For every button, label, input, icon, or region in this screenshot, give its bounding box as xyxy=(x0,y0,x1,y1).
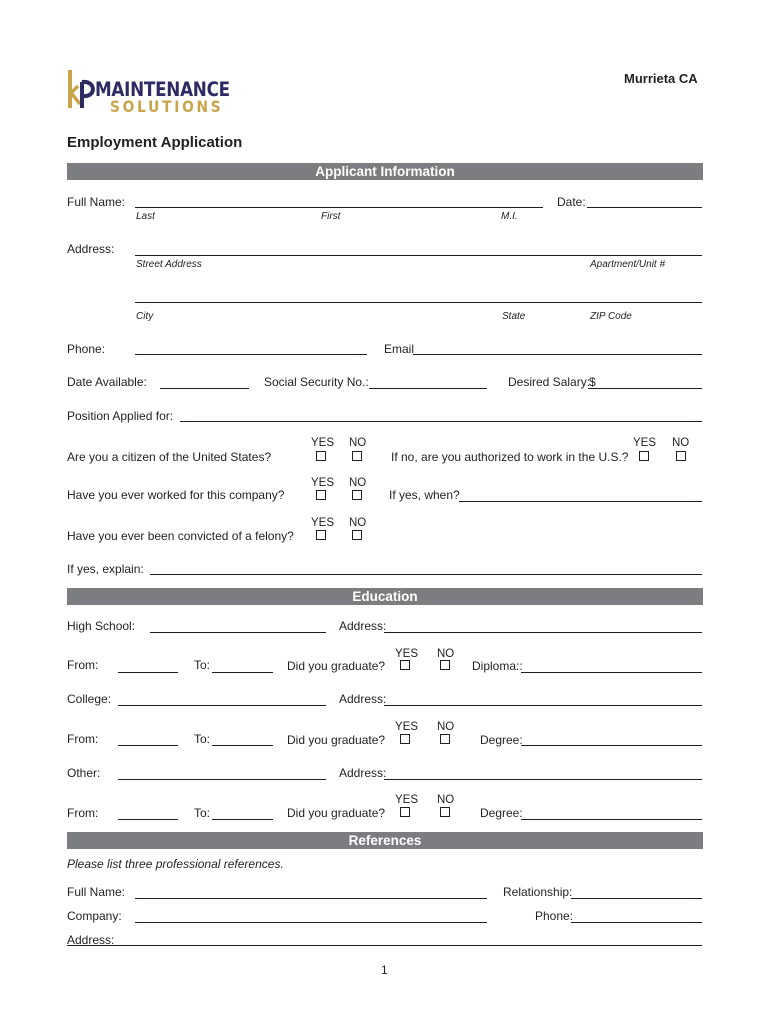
references-instructions: Please list three professional references. xyxy=(67,857,284,871)
ref-phone-field[interactable] xyxy=(571,922,702,923)
citizen-no-label: NO xyxy=(349,437,367,449)
ref-address-field[interactable] xyxy=(67,945,702,946)
zip-sublabel: ZIP Code xyxy=(590,311,632,322)
college-address-label: Address: xyxy=(339,692,387,706)
state-sublabel: State xyxy=(502,311,526,322)
hs-yes-checkbox[interactable] xyxy=(400,660,410,670)
other-to-label: To: xyxy=(194,806,211,820)
college-to-label: To: xyxy=(194,732,211,746)
other-graduate-question: Did you graduate? xyxy=(287,806,386,820)
diploma-label: Diploma:: xyxy=(472,659,523,673)
college-address-field[interactable] xyxy=(384,705,702,706)
full-name-field[interactable] xyxy=(135,207,543,208)
citizen-yes-checkbox[interactable] xyxy=(316,451,326,461)
worked-yes-checkbox[interactable] xyxy=(316,490,326,500)
college-to-field[interactable] xyxy=(212,745,273,746)
hs-no-checkbox[interactable] xyxy=(440,660,450,670)
full-name-label: Full Name: xyxy=(67,195,126,209)
other-degree-field[interactable] xyxy=(521,819,702,820)
college-from-field[interactable] xyxy=(118,745,178,746)
college-no-label: NO xyxy=(437,721,455,733)
logo-main-text: MAINTENANCE xyxy=(95,78,230,101)
section-header-references: References xyxy=(67,832,703,849)
section-header-education: Education xyxy=(67,588,703,605)
felony-yes-label: YES xyxy=(311,517,335,529)
date-label: Date: xyxy=(557,195,586,209)
felony-question: Have you ever been convicted of a felony? xyxy=(67,529,294,543)
ref-address-label: Address: xyxy=(67,933,115,947)
college-degree-field[interactable] xyxy=(521,745,702,746)
salary-field[interactable] xyxy=(588,388,702,389)
hs-no-label: NO xyxy=(437,648,455,660)
citizen-question: Are you a citizen of the United States? xyxy=(67,450,272,464)
other-yes-checkbox[interactable] xyxy=(400,807,410,817)
date-available-label: Date Available: xyxy=(67,375,147,389)
ref-phone-label: Phone: xyxy=(535,909,574,923)
ref-relationship-field[interactable] xyxy=(571,898,702,899)
salary-label: Desired Salary: xyxy=(508,375,591,389)
college-field[interactable] xyxy=(118,705,326,706)
felony-no-label: NO xyxy=(349,517,367,529)
ssn-field[interactable] xyxy=(369,388,487,389)
authorized-no-checkbox[interactable] xyxy=(676,451,686,461)
salary-currency: $ xyxy=(589,375,596,389)
high-school-address-label: Address: xyxy=(339,619,387,633)
page-title: Employment Application xyxy=(67,134,243,151)
other-from-field[interactable] xyxy=(118,819,178,820)
college-label: College: xyxy=(67,692,112,706)
other-no-checkbox[interactable] xyxy=(440,807,450,817)
city-state-zip-field[interactable] xyxy=(135,302,702,303)
ref-company-label: Company: xyxy=(67,909,122,923)
other-degree-label: Degree: xyxy=(480,806,523,820)
other-label: Other: xyxy=(67,766,101,780)
high-school-label: High School: xyxy=(67,619,136,633)
hs-from-label: From: xyxy=(67,658,99,672)
authorized-yes-checkbox[interactable] xyxy=(639,451,649,461)
last-sublabel: Last xyxy=(136,211,155,222)
other-to-field[interactable] xyxy=(212,819,273,820)
street-sublabel: Street Address xyxy=(136,259,202,270)
high-school-address-field[interactable] xyxy=(384,632,702,633)
apt-sublabel: Apartment/Unit # xyxy=(590,259,666,270)
hs-graduate-question: Did you graduate? xyxy=(287,659,386,673)
explain-field[interactable] xyxy=(150,574,702,575)
ref-full-name-label: Full Name: xyxy=(67,885,126,899)
worked-no-label: NO xyxy=(349,477,367,489)
hs-yes-label: YES xyxy=(395,648,419,660)
other-address-label: Address: xyxy=(339,766,387,780)
felony-yes-checkbox[interactable] xyxy=(316,530,326,540)
email-field[interactable] xyxy=(413,354,702,355)
diploma-field[interactable] xyxy=(521,672,702,673)
worked-question: Have you ever worked for this company? xyxy=(67,488,285,502)
explain-label: If yes, explain: xyxy=(67,562,144,576)
email-label: Email xyxy=(384,342,415,356)
position-label: Position Applied for: xyxy=(67,409,174,423)
phone-field[interactable] xyxy=(135,354,367,355)
college-from-label: From: xyxy=(67,732,99,746)
college-yes-label: YES xyxy=(395,721,419,733)
hs-to-label: To: xyxy=(194,658,211,672)
position-field[interactable] xyxy=(180,421,702,422)
worked-no-checkbox[interactable] xyxy=(352,490,362,500)
college-yes-checkbox[interactable] xyxy=(400,734,410,744)
other-yes-label: YES xyxy=(395,794,419,806)
other-from-label: From: xyxy=(67,806,99,820)
address-label: Address: xyxy=(67,242,115,256)
ref-relationship-label: Relationship: xyxy=(503,885,573,899)
ref-company-field[interactable] xyxy=(135,922,487,923)
mi-sublabel: M.I. xyxy=(501,211,518,222)
worked-yes-label: YES xyxy=(311,477,335,489)
citizen-yes-label: YES xyxy=(311,437,335,449)
ref-full-name-field[interactable] xyxy=(135,898,487,899)
authorized-yes-label: YES xyxy=(633,437,657,449)
other-field[interactable] xyxy=(118,779,326,780)
city-sublabel: City xyxy=(136,311,154,322)
if-yes-when-label: If yes, when? xyxy=(389,488,460,502)
hs-from-field[interactable] xyxy=(118,672,178,673)
logo-sub-text: SOLUTIONS xyxy=(110,97,224,116)
street-address-field[interactable] xyxy=(135,255,702,256)
authorized-question: If no, are you authorized to work in the U.S.? xyxy=(391,450,629,464)
citizen-no-checkbox[interactable] xyxy=(352,451,362,461)
authorized-no-label: NO xyxy=(672,437,690,449)
other-no-label: NO xyxy=(437,794,455,806)
felony-no-checkbox[interactable] xyxy=(352,530,362,540)
college-graduate-question: Did you graduate? xyxy=(287,733,386,747)
date-field[interactable] xyxy=(587,207,702,208)
ssn-label: Social Security No.: xyxy=(264,375,369,389)
date-available-field[interactable] xyxy=(160,388,249,389)
phone-label: Phone: xyxy=(67,342,106,356)
college-degree-label: Degree: xyxy=(480,733,523,747)
college-no-checkbox[interactable] xyxy=(440,734,450,744)
first-sublabel: First xyxy=(321,211,341,222)
high-school-field[interactable] xyxy=(150,632,326,633)
section-header-applicant: Applicant Information xyxy=(67,163,703,180)
hs-to-field[interactable] xyxy=(212,672,273,673)
location-label: Murrieta CA xyxy=(624,71,698,86)
page-number: 1 xyxy=(381,963,388,977)
if-yes-when-field[interactable] xyxy=(459,501,702,502)
other-address-field[interactable] xyxy=(384,779,702,780)
